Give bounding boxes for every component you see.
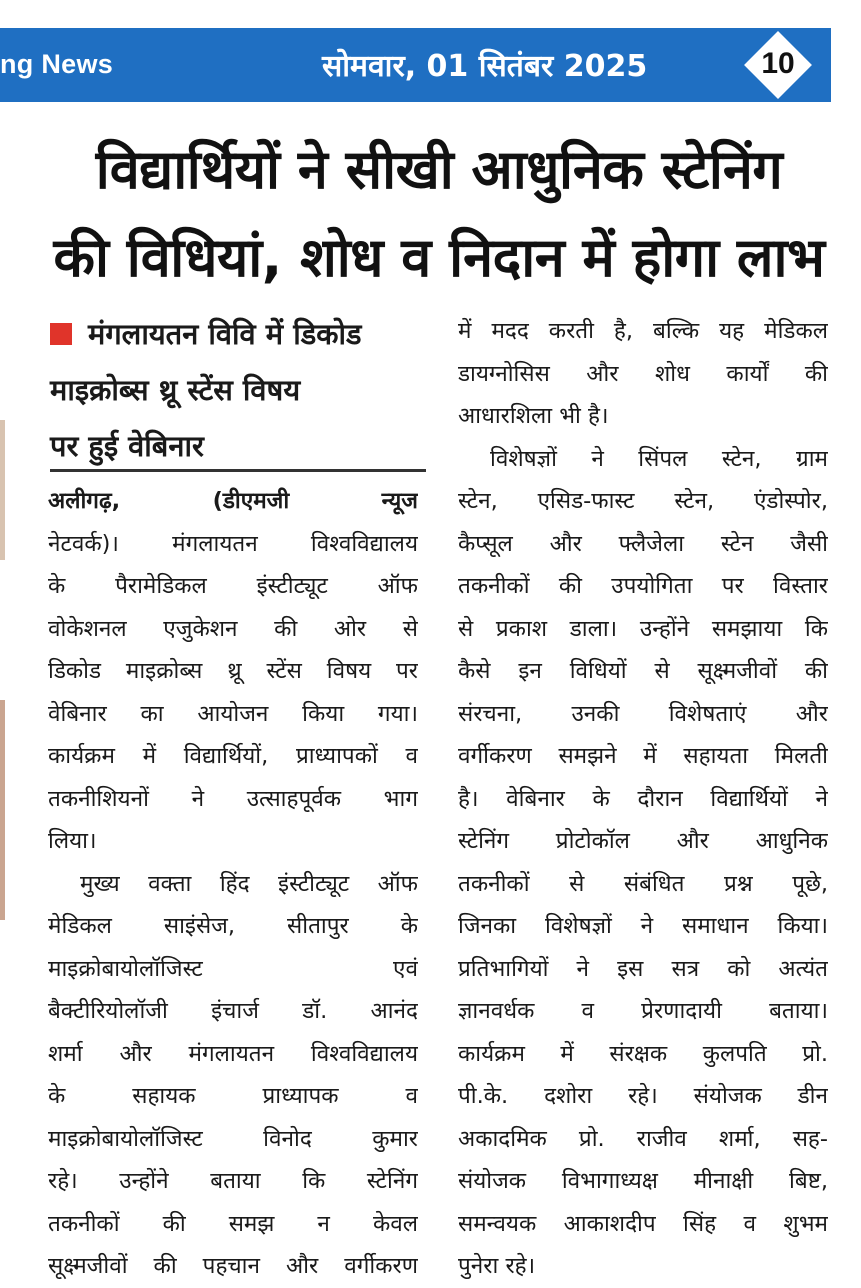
body-line: पुनेरा रहे। xyxy=(458,1253,536,1279)
issue-date: सोमवार, 01 सितंबर 2025 xyxy=(322,49,648,84)
article-column-right xyxy=(458,310,828,1288)
body-line: है। वेबिनार के दौरान विद्यार्थियों ने xyxy=(458,785,828,812)
body-line: वेबिनार का आयोजन किया गया। xyxy=(48,700,418,727)
body-line: रहे। उन्होंने बताया कि स्टेनिंग xyxy=(48,1168,418,1194)
body-line: के पैरामेडिकल इंस्टीट्यूट ऑफ xyxy=(48,573,418,599)
body-line: कैप्सूल और फ्लैजेला स्टेन जैसी xyxy=(458,530,828,557)
body-line: आधारशिला भी है। xyxy=(458,403,609,429)
body-line: कार्यक्रम में विद्यार्थियों, प्राध्यापकों व xyxy=(48,743,418,769)
body-line: मुख्य वक्ता हिंद इंस्टीट्यूट ऑफ xyxy=(80,870,418,897)
page-number-badge xyxy=(742,29,814,101)
body-line: डायग्नोसिस और शोध कार्यों की xyxy=(458,360,828,387)
body-line: बैक्टीरियोलॉजी इंचार्ज डॉ. आनंद xyxy=(48,998,418,1024)
body-line: मेडिकल साइंसेज, सीतापुर के xyxy=(48,913,418,939)
body-line: अकादमिक प्रो. राजीव शर्मा, सह- xyxy=(458,1125,828,1152)
body-line: विशेषज्ञों ने सिंपल स्टेन, ग्राम xyxy=(490,445,828,472)
body-line: पी.के. दशोरा रहे। संयोजक डीन xyxy=(458,1083,828,1109)
body-line: संरचना, उनकी विशेषताएं और xyxy=(458,700,828,727)
body-line: माइक्रोबायोलॉजिस्ट एवं xyxy=(48,955,418,982)
subheading-line: पर हुई वेबिनार xyxy=(50,429,204,463)
body-line: तकनीकों की उपयोगिता पर विस्तार xyxy=(458,573,828,599)
headline-line: विद्यार्थियों ने सीखी आधुनिक स्टेनिंग xyxy=(95,138,783,201)
body-line: स्टेनिंग प्रोटोकॉल और आधुनिक xyxy=(458,828,828,854)
adjacent-photo-edge xyxy=(0,420,5,560)
body-line: जिनका विशेषज्ञों ने समाधान किया। xyxy=(458,913,828,939)
body-line: कार्यक्रम में संरक्षक कुलपति प्रो. xyxy=(458,1040,828,1067)
page-number: 10 xyxy=(761,47,795,80)
headline-line: की विधियां, शोध व निदान में होगा लाभ xyxy=(53,226,825,289)
section-name: ng News xyxy=(0,49,114,79)
subheading-line: माइक्रोब्स थ्रू स्टेंस विषय xyxy=(50,373,301,407)
body-line: तकनीकों की समझ न केवल xyxy=(48,1210,418,1237)
article-headline xyxy=(30,126,848,302)
body-line: से प्रकाश डाला। उन्होंने समझाया कि xyxy=(458,615,828,642)
body-line: वोकेशनल एजुकेशन की ओर से xyxy=(48,615,418,642)
body-line: वर्गीकरण समझने में सहायता मिलती xyxy=(458,743,828,769)
subheading-divider xyxy=(50,469,426,472)
body-line: लिया। xyxy=(48,828,97,854)
body-line: नेटवर्क)। मंगलायतन विश्वविद्यालय xyxy=(48,530,418,557)
square-bullet-icon xyxy=(50,323,72,345)
body-line: तकनीकों से संबंधित प्रश्न पूछे, xyxy=(458,870,828,897)
body-line: डिकोड माइक्रोब्स थ्रू स्टेंस विषय पर xyxy=(48,658,418,684)
body-line: तकनीशियनों ने उत्साहपूर्वक भाग xyxy=(48,785,418,812)
body-line: कैसे इन विधियों से सूक्ष्मजीवों की xyxy=(458,658,828,684)
article-column-left xyxy=(48,480,418,1288)
body-line: स्टेन, एसिड-फास्ट स्टेन, एंडोस्पोर, xyxy=(458,488,828,514)
body-line: संयोजक विभागाध्यक्ष मीनाक्षी बिष्ट, xyxy=(458,1168,828,1194)
body-line: शर्मा और मंगलायतन विश्वविद्यालय xyxy=(48,1040,418,1067)
body-line: के सहायक प्राध्यापक व xyxy=(48,1083,418,1109)
body-line: में मदद करती है, बल्कि यह मेडिकल xyxy=(458,318,828,344)
body-line: प्रतिभागियों ने इस सत्र को अत्यंत xyxy=(458,955,828,982)
dateline: अलीगढ़, (डीएमजी न्यूज xyxy=(48,488,418,514)
article-subheading xyxy=(50,306,428,474)
body-line: माइक्रोबायोलॉजिस्ट विनोद कुमार xyxy=(48,1125,418,1152)
body-line: समन्वयक आकाशदीप सिंह व शुभम xyxy=(458,1210,828,1237)
adjacent-photo-edge-lower xyxy=(0,700,5,920)
body-line: सूक्ष्मजीवों की पहचान और वर्गीकरण xyxy=(48,1253,418,1279)
body-line: ज्ञानवर्धक व प्रेरणादायी बताया। xyxy=(458,998,828,1024)
subheading-line: मंगलायतन विवि में डिकोड xyxy=(88,317,362,351)
